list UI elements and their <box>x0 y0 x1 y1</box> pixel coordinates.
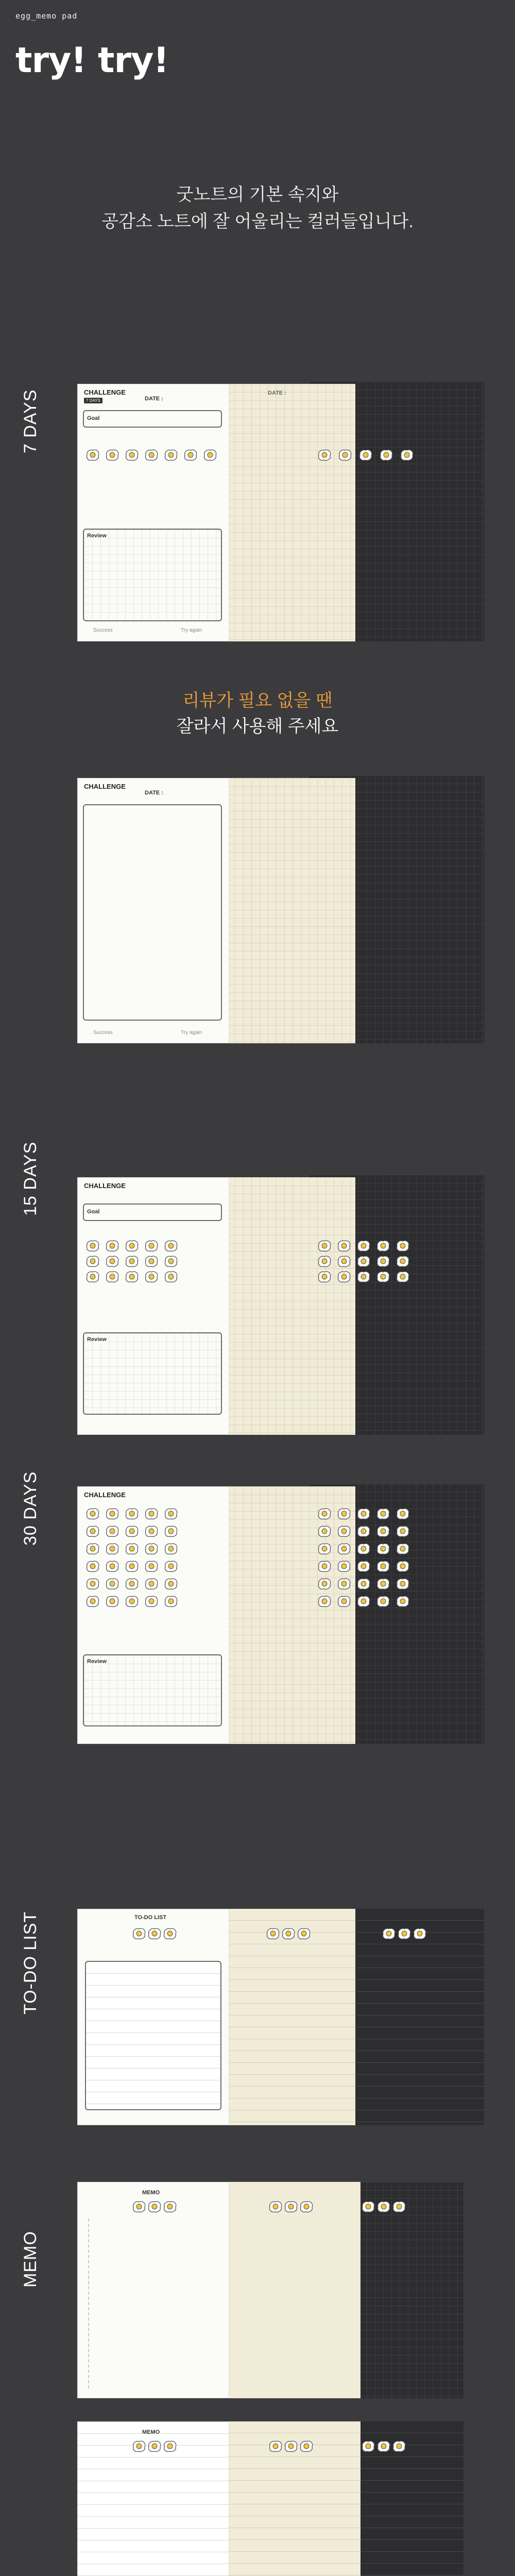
brand-logo: egg_memo pad <box>15 11 78 21</box>
fried-egg-icon <box>317 1524 332 1538</box>
fried-egg-icon <box>317 1507 332 1520</box>
fried-egg-icon <box>162 2200 178 2213</box>
white-sheet <box>77 1177 229 1435</box>
fried-egg-icon <box>356 1507 371 1520</box>
fried-egg-icon <box>105 1239 120 1252</box>
fried-egg-icon <box>376 2439 391 2453</box>
fried-egg-icon <box>144 1255 159 1268</box>
fried-egg-icon <box>395 1270 410 1283</box>
fried-egg-icon <box>317 448 332 462</box>
fried-egg-icon <box>85 1255 100 1268</box>
fried-egg-icon <box>281 1927 296 1940</box>
goal-box <box>83 410 222 428</box>
fried-egg-icon <box>375 1239 391 1252</box>
fried-egg-icon <box>395 1524 410 1538</box>
fried-egg-icon <box>358 448 373 462</box>
white-sheet <box>77 2182 229 2398</box>
fried-egg-icon <box>375 1524 391 1538</box>
fried-egg-icon <box>375 1577 391 1590</box>
challenge-label: CHALLENGE <box>84 1491 126 1499</box>
fried-egg-icon <box>375 1542 391 1555</box>
section-label-todo: TO-DO LIST <box>21 1911 40 2014</box>
fried-egg-icon <box>124 1577 140 1590</box>
fried-egg-icon <box>268 2200 283 2213</box>
fried-egg-icon <box>395 1255 410 1268</box>
fried-egg-icon <box>336 1255 352 1268</box>
cream-sheet <box>227 2182 360 2398</box>
fried-egg-icon <box>105 1270 120 1283</box>
fried-egg-icon <box>317 1560 332 1573</box>
fried-egg-icon <box>163 1270 179 1283</box>
fried-egg-icon <box>105 1577 120 1590</box>
fried-egg-icon <box>336 1239 352 1252</box>
cream-sheet <box>227 778 355 1043</box>
fried-egg-icon <box>124 1524 140 1538</box>
section-label-30-days: 30 DAYS <box>21 1471 40 1546</box>
fried-egg-icon <box>379 448 394 462</box>
cream-sheet-date: DATE : <box>268 390 286 396</box>
fried-egg-icon <box>336 1524 352 1538</box>
fried-egg-icon <box>163 1507 179 1520</box>
todo-list-box <box>85 1961 221 2110</box>
fried-egg-icon <box>183 448 198 462</box>
fried-egg-icon <box>391 2439 407 2453</box>
fried-egg-icon <box>147 2200 162 2213</box>
cream-sheet <box>227 1177 355 1435</box>
fried-egg-icon <box>105 1595 120 1608</box>
date-label: DATE : <box>145 396 163 402</box>
fried-egg-icon <box>144 1507 159 1520</box>
review-tip-line-1: 리뷰가 필요 없을 땐 <box>182 691 333 710</box>
fried-egg-icon <box>105 1542 120 1555</box>
fried-egg-icon <box>356 1524 371 1538</box>
fried-egg-icon <box>265 1927 281 1940</box>
fried-egg-icon <box>337 448 353 462</box>
fried-egg-icon <box>356 1577 371 1590</box>
fried-egg-icon <box>163 1524 179 1538</box>
fried-egg-icon <box>360 2200 376 2213</box>
fried-egg-icon <box>131 1927 147 1940</box>
subtitle-line-2: 공감소 노트에 잘 어울리는 컬러들입니다. <box>101 212 414 231</box>
fried-egg-icon <box>85 1560 100 1573</box>
fried-egg-icon <box>105 448 120 462</box>
fried-egg-icon <box>124 1255 140 1268</box>
fried-egg-icon <box>144 1577 159 1590</box>
fried-egg-icon <box>299 2200 314 2213</box>
fried-egg-icon <box>395 1507 410 1520</box>
challenge-label: CHALLENGE <box>84 783 126 790</box>
challenge-label: CHALLENGE <box>84 388 126 396</box>
fried-egg-icon <box>395 1577 410 1590</box>
goal-label: Goal <box>87 415 100 421</box>
fried-egg-icon <box>317 1577 332 1590</box>
fried-egg-icon <box>124 448 140 462</box>
section-label-memo: MEMO <box>21 2231 40 2287</box>
margin-line <box>88 2218 89 2388</box>
fried-egg-icon <box>336 1507 352 1520</box>
fried-egg-icon <box>375 1270 391 1283</box>
try-again-label: Try again <box>181 1030 202 1036</box>
fried-egg-icon <box>296 1927 312 1940</box>
white-sheet <box>77 778 229 1043</box>
fried-egg-icon <box>144 1560 159 1573</box>
fried-egg-icon <box>397 1927 412 1940</box>
fried-egg-icon <box>317 1239 332 1252</box>
review-box <box>83 1654 222 1726</box>
fried-egg-icon <box>376 2200 391 2213</box>
review-label: Review <box>87 1336 107 1343</box>
fried-egg-icon <box>105 1560 120 1573</box>
section-label-15-days: 15 DAYS <box>21 1141 40 1216</box>
success-label: Success <box>93 1030 113 1036</box>
fried-egg-icon <box>336 1560 352 1573</box>
fried-egg-icon <box>144 1239 159 1252</box>
fried-egg-icon <box>85 1507 100 1520</box>
fried-egg-icon <box>163 1577 179 1590</box>
fried-egg-icon <box>268 2439 283 2453</box>
fried-egg-icon <box>336 1270 352 1283</box>
cream-sheet <box>227 1909 355 2125</box>
fried-egg-icon <box>299 2439 314 2453</box>
section-label-7-days: 7 DAYS <box>21 389 40 453</box>
fried-egg-icon <box>124 1239 140 1252</box>
fried-egg-icon <box>85 1270 100 1283</box>
review-tip-line-2: 잘라서 사용해 주세요 <box>176 717 339 736</box>
fried-egg-icon <box>395 1560 410 1573</box>
fried-egg-icon <box>162 2439 178 2453</box>
fried-egg-icon <box>375 1255 391 1268</box>
fried-egg-icon <box>124 1595 140 1608</box>
review-label: Review <box>87 1658 107 1665</box>
fried-egg-icon <box>395 1239 410 1252</box>
fried-egg-icon <box>144 1542 159 1555</box>
fried-egg-icon <box>85 1239 100 1252</box>
fried-egg-icon <box>336 1577 352 1590</box>
date-label: DATE : <box>145 790 163 796</box>
fried-egg-icon <box>144 1270 159 1283</box>
fried-egg-icon <box>105 1507 120 1520</box>
fried-egg-icon <box>147 1927 162 1940</box>
fried-egg-icon <box>336 1595 352 1608</box>
fried-egg-icon <box>144 1524 159 1538</box>
try-again-label: Try again <box>181 628 202 633</box>
memo-title: MEMO <box>142 2190 160 2196</box>
fried-egg-icon <box>395 1595 410 1608</box>
fried-egg-icon <box>105 1255 120 1268</box>
fried-egg-icon <box>124 1270 140 1283</box>
fried-egg-icon <box>144 1595 159 1608</box>
fried-egg-icon <box>85 448 100 462</box>
fried-egg-icon <box>317 1595 332 1608</box>
days-list-box <box>83 804 222 1021</box>
fried-egg-icon <box>399 448 415 462</box>
page-title: try! try! <box>15 40 169 81</box>
fried-egg-icon <box>124 1507 140 1520</box>
review-box <box>83 529 222 621</box>
fried-egg-icon <box>131 2439 147 2453</box>
fried-egg-icon <box>163 1595 179 1608</box>
memo-title: MEMO <box>142 2429 160 2435</box>
fried-egg-icon <box>163 1542 179 1555</box>
fried-egg-icon <box>124 1542 140 1555</box>
review-box <box>83 1332 222 1415</box>
fried-egg-icon <box>85 1524 100 1538</box>
fried-egg-icon <box>356 1255 371 1268</box>
challenge-label: CHALLENGE <box>84 1182 126 1190</box>
fried-egg-icon <box>105 1524 120 1538</box>
fried-egg-icon <box>85 1542 100 1555</box>
fried-egg-icon <box>391 2200 407 2213</box>
fried-egg-icon <box>317 1255 332 1268</box>
days-tag: 7 DAYS <box>84 398 102 403</box>
fried-egg-icon <box>356 1270 371 1283</box>
todo-title: TO-DO LIST <box>134 1914 167 1921</box>
fried-egg-icon <box>356 1542 371 1555</box>
fried-egg-icon <box>283 2439 299 2453</box>
cream-sheet <box>227 384 355 641</box>
fried-egg-icon <box>283 2200 299 2213</box>
goal-label: Goal <box>87 1209 100 1215</box>
fried-egg-icon <box>163 1239 179 1252</box>
fried-egg-icon <box>356 1560 371 1573</box>
white-sheet <box>77 384 229 641</box>
fried-egg-icon <box>317 1542 332 1555</box>
fried-egg-icon <box>163 1255 179 1268</box>
fried-egg-icon <box>381 1927 397 1940</box>
fried-egg-icon <box>412 1927 427 1940</box>
fried-egg-icon <box>375 1595 391 1608</box>
fried-egg-icon <box>356 1239 371 1252</box>
fried-egg-icon <box>144 448 159 462</box>
fried-egg-icon <box>360 2439 376 2453</box>
fried-egg-icon <box>162 1927 178 1940</box>
fried-egg-icon <box>336 1542 352 1555</box>
fried-egg-icon <box>356 1595 371 1608</box>
white-sheet <box>77 1909 229 2125</box>
fried-egg-icon <box>85 1577 100 1590</box>
fried-egg-icon <box>395 1542 410 1555</box>
fried-egg-icon <box>375 1507 391 1520</box>
fried-egg-icon <box>163 1560 179 1573</box>
fried-egg-icon <box>85 1595 100 1608</box>
fried-egg-icon <box>124 1560 140 1573</box>
subtitle-line-1: 굿노트의 기본 속지와 <box>176 185 339 205</box>
fried-egg-icon <box>317 1270 332 1283</box>
fried-egg-icon <box>147 2439 162 2453</box>
success-label: Success <box>93 628 113 633</box>
review-label: Review <box>87 533 107 539</box>
fried-egg-icon <box>163 448 179 462</box>
fried-egg-icon <box>375 1560 391 1573</box>
goal-box <box>83 1204 222 1221</box>
fried-egg-icon <box>131 2200 147 2213</box>
fried-egg-icon <box>202 448 218 462</box>
